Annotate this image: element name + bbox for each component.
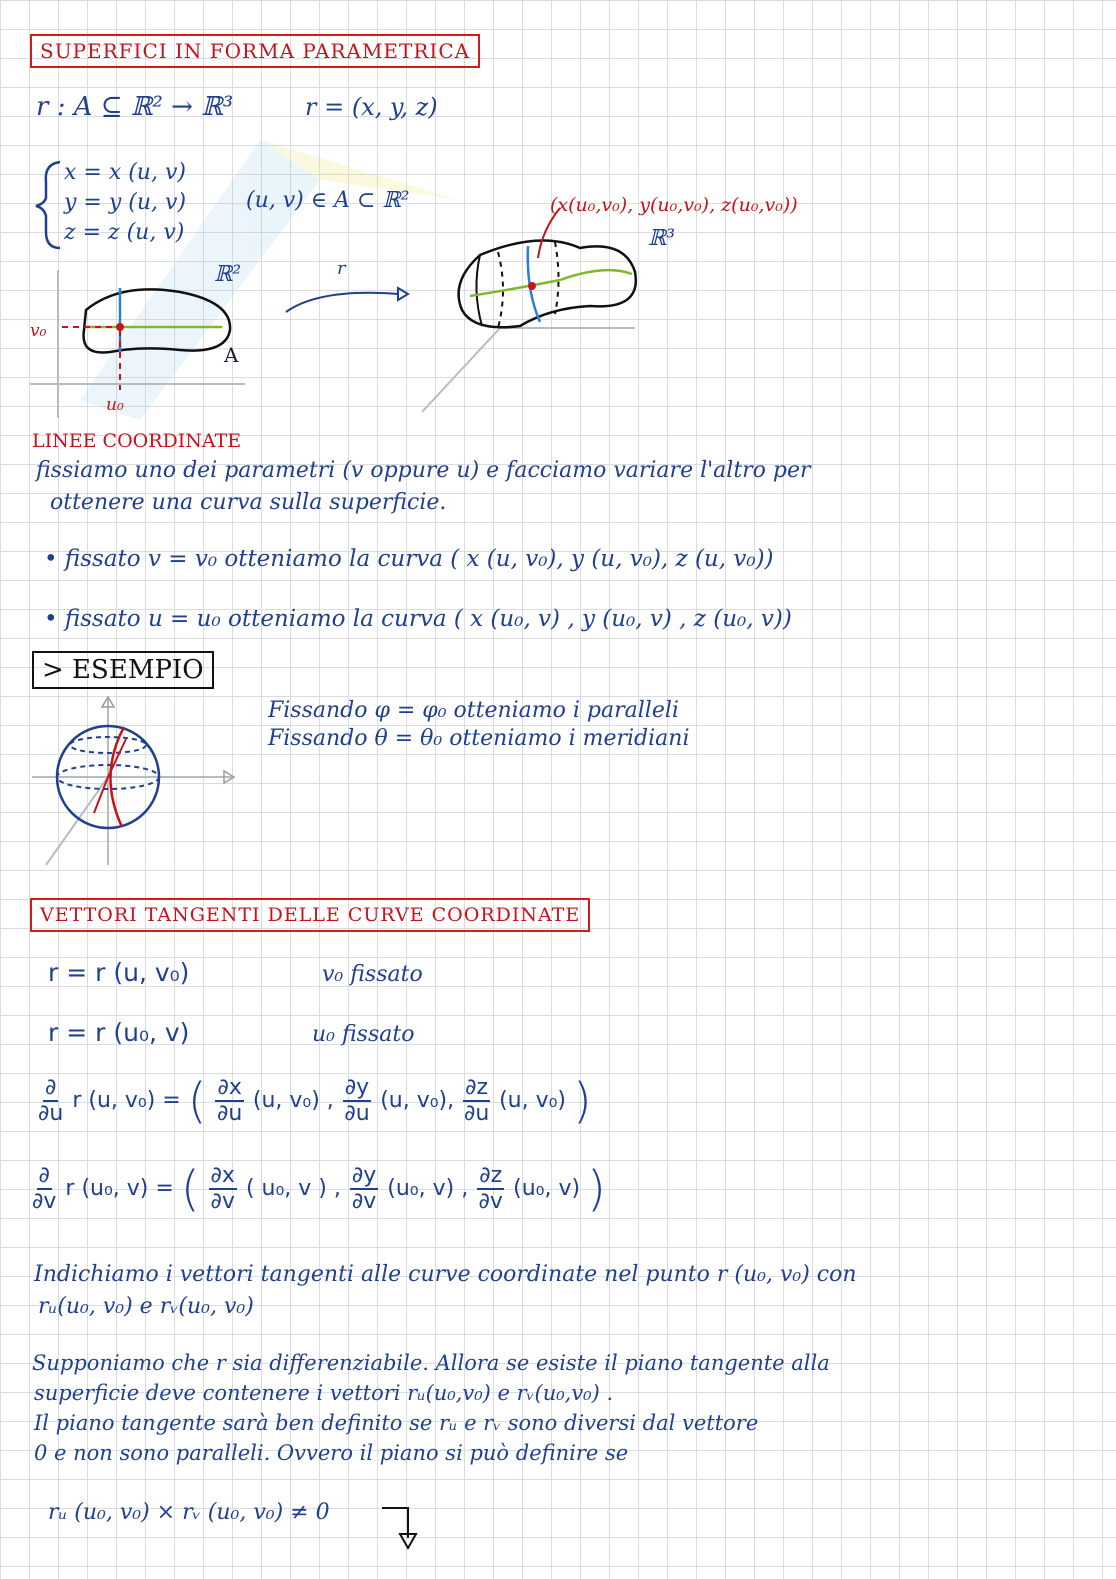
cross-product-condition: rᵤ (u₀, v₀) × rᵥ (u₀, v₀) ≠ 0 [48, 1500, 330, 1525]
indichiamo-text-1: Indichiamo i vettori tangenti alle curve coordinate nel punto r (u₀, v₀) con [34, 1262, 857, 1287]
example-meridians: Fissando θ = θ₀ otteniamo i meridiani [268, 726, 690, 751]
linee-text-2: ottenere una curva sulla superficie. [50, 490, 447, 515]
system-y: y = y (u, v) [64, 190, 187, 215]
derivative-v-equation: $\frac{\partial}{\partial v}$ r (u₀, v) = ( $\frac{\partial x}{\partial v}$ ( u₀, v ) , $\frac{\partial y}{\partial v}$ (u₀, v) , $\frac{\partial z}{\partial v}$ (u₀, v) ) [32, 1161, 606, 1217]
domain-statement: (u, v) ∈ A ⊂ ℝ² [246, 188, 410, 213]
map-arrow [280, 270, 410, 320]
section-title-superfici: SUPERFICI IN FORMA PARAMETRICA [30, 34, 480, 68]
u0-label: u₀ [106, 395, 124, 415]
r-components: r = (x, y, z) [305, 93, 438, 121]
domain-diagram [0, 250, 300, 430]
v0-fixed-note: v₀ fissato [322, 962, 423, 987]
example-parallels: Fissando φ = φ₀ otteniamo i paralleli [268, 698, 679, 723]
sphere-diagram [28, 695, 248, 875]
derivative-u-equation: $\frac{\partial}{\partial u}$ r (u, v₀) = ( $\frac{\partial x}{\partial u}$ (u, v₀) , $\frac{\partial y}{\partial u}$ (u, v₀), $\frac{\partial z}{\partial u}$ (u, v₀) ) [38, 1073, 592, 1129]
supponiamo-text-3: Il piano tangente sarà ben definito se rᵤ e rᵥ sono diversi dal vettore [34, 1411, 759, 1435]
continue-arrow [378, 1502, 428, 1552]
system-x: x = x (u, v) [64, 160, 186, 185]
point-label: (x(u₀,v₀), y(u₀,v₀), z(u₀,v₀)) [550, 194, 798, 216]
vector-fixed-v0: r = r (u, v₀) [48, 958, 190, 987]
supponiamo-text-1: Supponiamo che r sia differenziabile. Allora se esiste il piano tangente alla [32, 1351, 830, 1375]
surface-diagram [410, 200, 650, 420]
vector-fixed-u0: r = r (u₀, v) [48, 1018, 190, 1047]
linee-text-1: fissiamo uno dei parametri (v oppure u) e facciamo variare l'altro per [36, 458, 811, 483]
supponiamo-text-4: 0 e non sono paralleli. Ovvero il piano si può definire se [34, 1441, 629, 1465]
bullet-fix-u: • fissato u = u₀ otteniamo la curva ( x (u₀, v) , y (u₀, v) , z (u₀, v)) [44, 606, 792, 632]
domain-A-label: A [224, 343, 239, 367]
r2-label: ℝ² [214, 262, 242, 287]
map-arrow-label: r [337, 258, 346, 279]
system-z: z = z (u, v) [64, 220, 185, 245]
map-definition: r : A ⊆ ℝ² → ℝ³ [36, 92, 234, 122]
supponiamo-text-2: superficie deve contenere i vettori rᵤ(u₀,v₀) e rᵥ(u₀,v₀) . [34, 1381, 614, 1405]
r3-label: ℝ³ [648, 226, 676, 251]
bullet-fix-v: • fissato v = v₀ otteniamo la curva ( x (u, v₀), y (u, v₀), z (u, v₀)) [44, 546, 774, 572]
example-box: > ESEMPIO [32, 651, 214, 689]
section-title-vettori: VETTORI TANGENTI DELLE CURVE COORDINATE [30, 898, 590, 932]
section-title-linee: LINEE COORDINATE [32, 430, 242, 452]
system-brace [34, 160, 64, 250]
v0-label: v₀ [30, 321, 47, 341]
u0-fixed-note: u₀ fissato [312, 1022, 415, 1047]
indichiamo-text-2: rᵤ(u₀, v₀) e rᵥ(u₀, v₀) [38, 1294, 254, 1319]
